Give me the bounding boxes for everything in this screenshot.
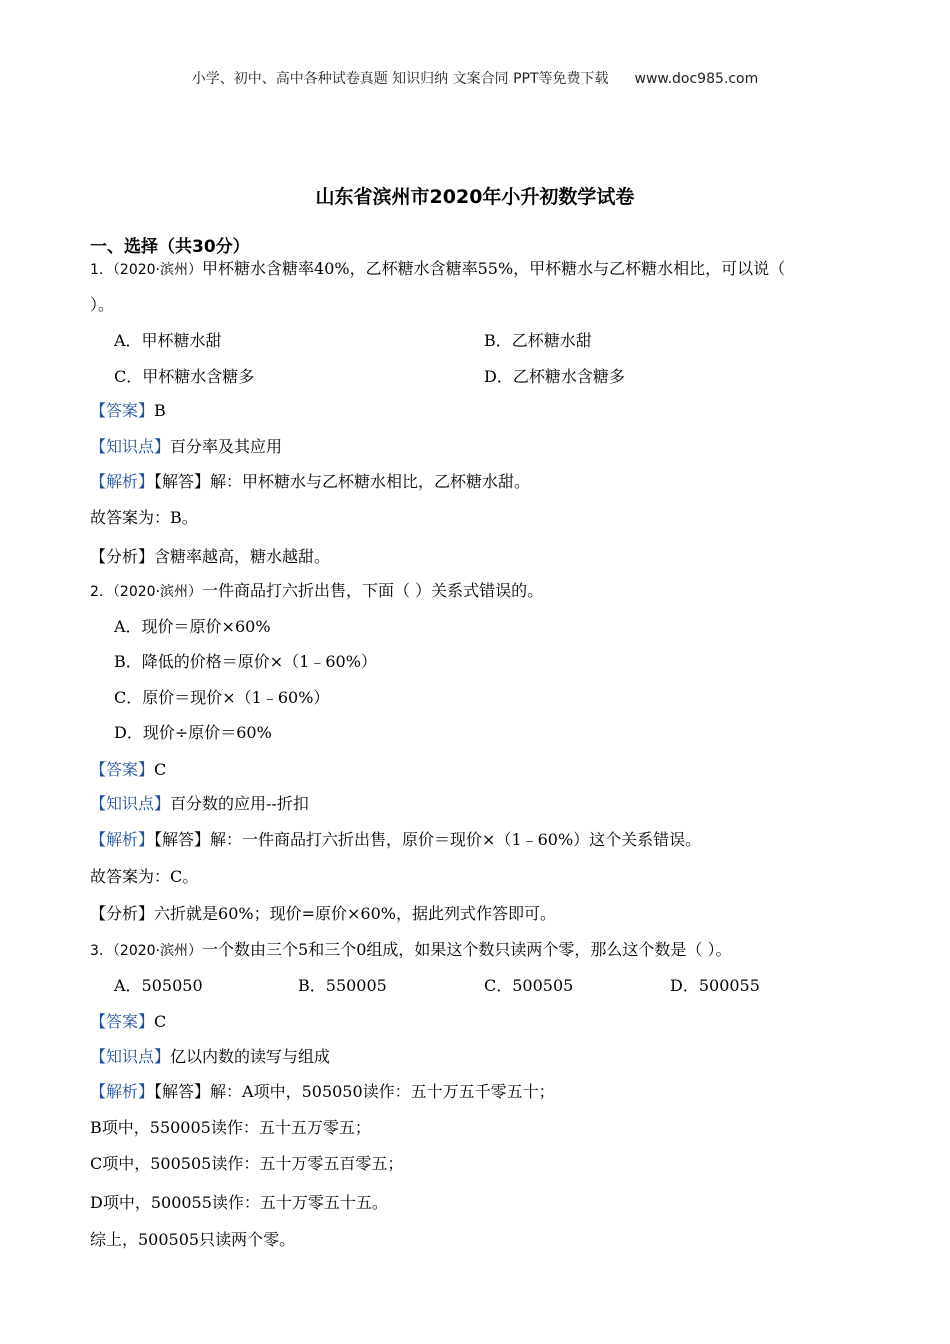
q1-stem <box>90 258 785 281</box>
page-header <box>0 68 950 88</box>
q2-option-a: A．现价＝原价×60% <box>114 617 271 636</box>
q2-fenxi-text: 六折就是60%；现价=原价×60%，据此列式作答即可。 <box>154 904 556 923</box>
q1-knowledge-value: 百分率及其应用 <box>170 437 283 456</box>
solution-label: 【解答】 <box>154 1082 211 1101</box>
q1-number: 1． <box>90 262 113 278</box>
q2-number: 2． <box>90 584 113 600</box>
q3-line-c: C项中，500505读作：五十万零五百零五； <box>90 1154 404 1173</box>
q2-analysis <box>90 829 701 851</box>
q2-final-answer: 故答案为：C。 <box>90 867 199 886</box>
q3-option-a: A．505050 <box>114 976 203 995</box>
q3-solution: 解：A项中，505050读作：五十万五千零五十； <box>210 1082 555 1101</box>
q2-fenxi <box>90 903 556 925</box>
q1-option-a: A．甲杯糖水甜 <box>114 331 222 350</box>
q2-option-d: D．现价÷原价＝60% <box>114 723 272 742</box>
knowledge-label: 【知识点】 <box>90 794 171 813</box>
fenxi-label: 【分析】 <box>90 904 155 923</box>
header-site: www.doc985.com <box>634 71 759 87</box>
q3-line-d: D项中，500055读作：五十万零五十五。 <box>90 1193 388 1212</box>
q1-answer <box>90 400 166 422</box>
q3-option-b: B．550005 <box>298 976 387 995</box>
q1-source: （2020·滨州） <box>112 262 203 278</box>
q3-line-b: B项中，550005读作：五十五万零五； <box>90 1118 371 1137</box>
q2-option-c: C．原价＝现价×（1﹣60%） <box>114 688 330 707</box>
q2-answer <box>90 759 166 781</box>
analysis-label: 【解析】 <box>90 830 155 849</box>
answer-label: 【答案】 <box>90 401 155 420</box>
answer-label: 【答案】 <box>90 760 155 779</box>
fenxi-label: 【分析】 <box>90 547 155 566</box>
q3-source: （2020·滨州） <box>112 943 203 959</box>
analysis-label: 【解析】 <box>90 472 155 491</box>
knowledge-label: 【知识点】 <box>90 1047 171 1066</box>
q3-analysis <box>90 1081 555 1103</box>
knowledge-label: 【知识点】 <box>90 437 171 456</box>
q3-number: 3． <box>90 943 113 959</box>
solution-label: 【解答】 <box>154 830 211 849</box>
answer-label: 【答案】 <box>90 1012 155 1031</box>
q1-final-answer: 故答案为：B。 <box>90 508 198 527</box>
q2-answer-value: C <box>154 760 167 779</box>
q3-knowledge-value: 亿以内数的读写与组成 <box>170 1047 331 1066</box>
q3-option-c: C．500505 <box>484 976 574 995</box>
q1-knowledge <box>90 436 282 458</box>
q1-solution: 解：甲杯糖水与乙杯糖水相比，乙杯糖水甜。 <box>210 472 531 491</box>
q3-option-d: D．500055 <box>670 976 760 995</box>
q3-answer <box>90 1011 166 1033</box>
header-text: 小学、初中、高中各种试卷真题 知识归纳 文案合同 PPT等免费下载 <box>191 71 609 87</box>
analysis-label: 【解析】 <box>90 1082 155 1101</box>
q2-text: 一件商品打六折出售，下面（ ）关系式错误的。 <box>202 581 544 600</box>
q1-fenxi-text: 含糖率越高，糖水越甜。 <box>154 547 331 566</box>
q3-knowledge <box>90 1046 330 1068</box>
q1-text: 甲杯糖水含糖率40%，乙杯糖水含糖率55%，甲杯糖水与乙杯糖水相比，可以说（ <box>202 259 786 278</box>
q3-conclusion: 综上，500505只读两个零。 <box>90 1230 296 1249</box>
q2-option-b: B．降低的价格＝原价×（1﹣60%） <box>114 652 377 671</box>
q2-source: （2020·滨州） <box>112 584 203 600</box>
q1-option-d: D．乙杯糖水含糖多 <box>484 367 625 386</box>
q2-knowledge <box>90 793 309 815</box>
section-title: 一、选择（共30分） <box>90 237 250 257</box>
document-title: 山东省滨州市2020年小升初数学试卷 <box>315 186 635 208</box>
q1-fenxi <box>90 546 330 568</box>
q2-solution: 解：一件商品打六折出售，原价＝现价×（1﹣60%）这个关系错误。 <box>210 830 702 849</box>
q2-knowledge-value: 百分数的应用--折扣 <box>170 794 309 813</box>
q2-stem <box>90 580 543 603</box>
q1-stem-end: ）。 <box>90 295 115 314</box>
q1-option-c: C．甲杯糖水含糖多 <box>114 367 255 386</box>
q1-option-b: B．乙杯糖水甜 <box>484 331 592 350</box>
q1-answer-value: B <box>154 401 166 420</box>
q1-analysis <box>90 471 530 493</box>
solution-label: 【解答】 <box>154 472 211 491</box>
q3-stem <box>90 939 731 962</box>
q3-answer-value: C <box>154 1012 167 1031</box>
q3-text: 一个数由三个5和三个0组成，如果这个数只读两个零，那么这个数是（ ）。 <box>202 940 732 959</box>
